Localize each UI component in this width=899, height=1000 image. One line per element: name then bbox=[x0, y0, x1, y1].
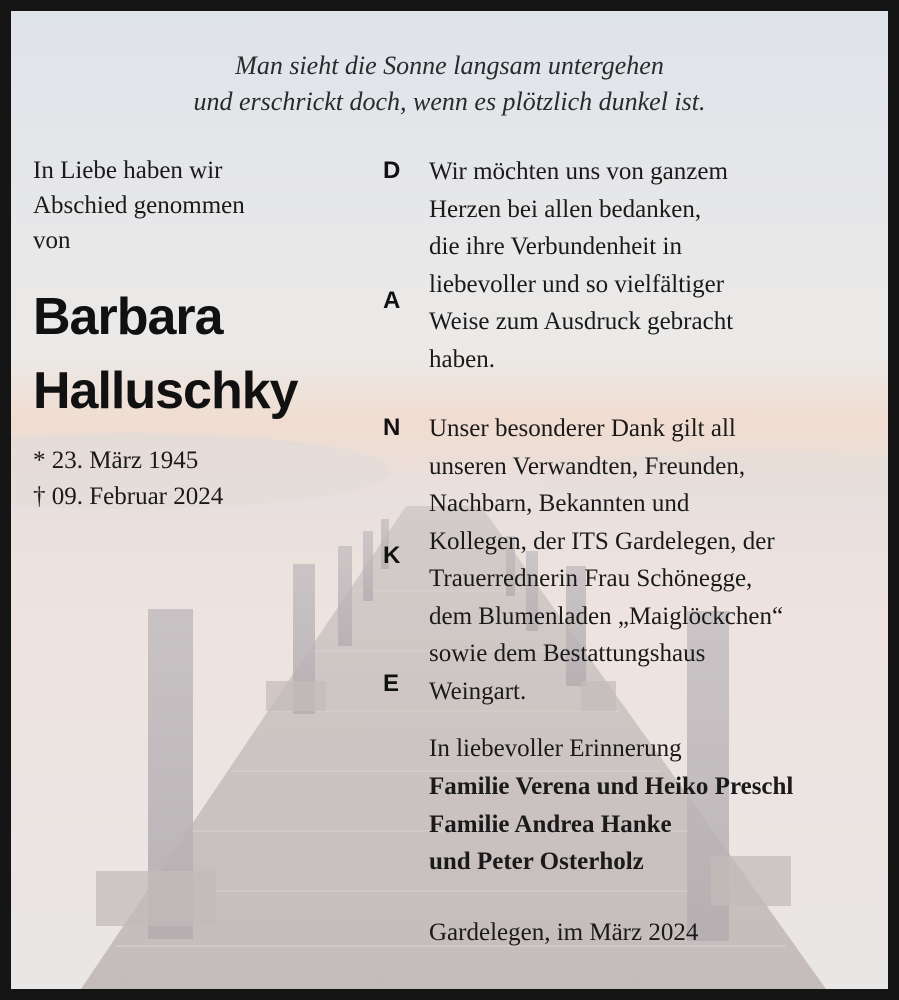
dank-letter-a: A bbox=[383, 287, 401, 314]
thanks-line: Kollegen, der ITS Gardelegen, der bbox=[429, 527, 775, 555]
thanks-line: Unser besonderer Dank gilt all bbox=[429, 415, 736, 442]
remembrance-line: In liebevoller Erinnerung bbox=[429, 735, 682, 762]
thanks-line: Weingart. bbox=[429, 677, 527, 705]
thanks-line: Trauerrednerin Frau Schönegge, bbox=[429, 565, 753, 592]
deceased-last-name: Halluschky bbox=[33, 362, 298, 420]
quote-line-2: und erschrickt doch, wenn es plötzlich dunkel ist. bbox=[193, 87, 706, 116]
thanks-line: Weise zum Ausdruck gebracht bbox=[429, 308, 734, 335]
quote-line-1: Man sieht die Sonne langsam untergehen bbox=[235, 51, 664, 80]
dank-letter-e: E bbox=[383, 670, 400, 697]
thanks-line: die ihre Verbundenheit in bbox=[429, 233, 682, 260]
thanks-line: haben. bbox=[429, 345, 495, 373]
signatories bbox=[429, 768, 793, 881]
family-line: und Peter Osterholz bbox=[429, 848, 644, 875]
thanks-paragraph-2 bbox=[429, 410, 783, 710]
thanks-line: unseren Verwandten, Freunden, bbox=[429, 452, 746, 480]
thanks-line: Wir möchten uns von ganzem bbox=[429, 158, 728, 185]
thanks-line: Herzen bei allen bedanken, bbox=[429, 195, 702, 223]
family-line: Familie Verena und Heiko Preschl bbox=[429, 773, 794, 800]
thanks-line: sowie dem Bestattungshaus bbox=[429, 640, 706, 667]
dank-letter-n: N bbox=[383, 414, 401, 441]
deceased-first-name: Barbara bbox=[33, 288, 223, 346]
dank-letter-d: D bbox=[383, 157, 401, 184]
thanks-line: liebevoller und so vielfältiger bbox=[429, 270, 725, 298]
birth-date: * 23. März 1945 bbox=[33, 447, 199, 474]
intro-line: Abschied genommen bbox=[33, 192, 245, 219]
death-date: † 09. Februar 2024 bbox=[33, 483, 224, 510]
family-line: Familie Andrea Hanke bbox=[429, 810, 672, 838]
thanks-line: Nachbarn, Bekannten und bbox=[429, 490, 690, 517]
intro-line: von bbox=[33, 227, 71, 254]
place-date: Gardelegen, im März 2024 bbox=[429, 919, 699, 946]
thanks-line: dem Blumenladen „Maiglöckchen“ bbox=[429, 602, 784, 630]
dank-letter-k: K bbox=[383, 542, 401, 569]
intro-line: In Liebe haben wir bbox=[33, 157, 223, 184]
thanks-paragraph-1 bbox=[429, 153, 733, 378]
